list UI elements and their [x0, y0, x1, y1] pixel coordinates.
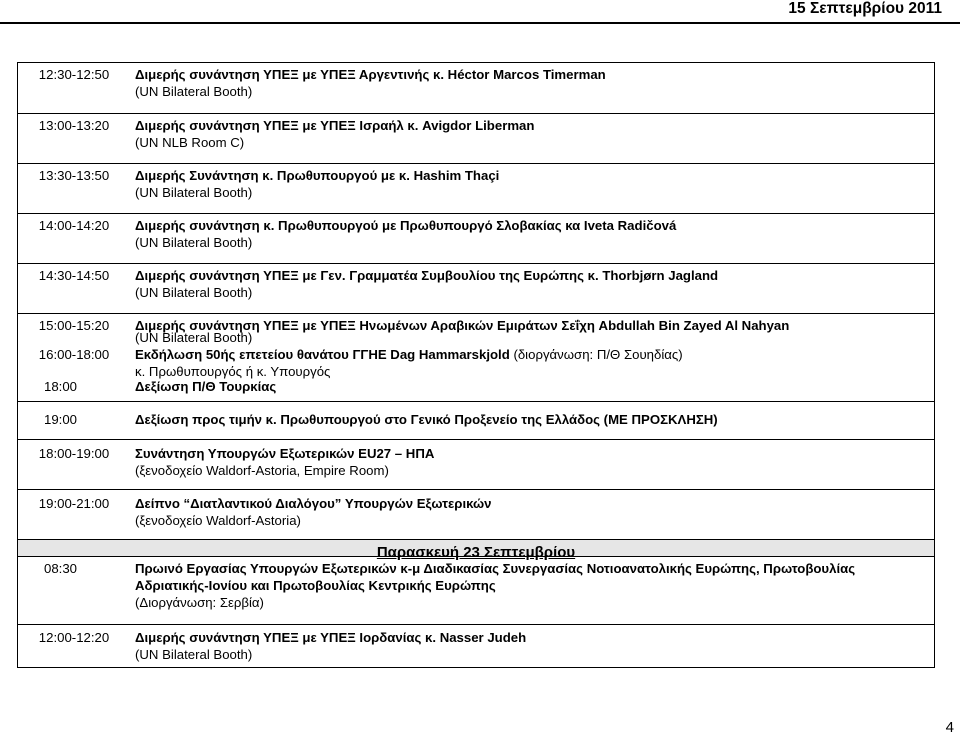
header-rule	[0, 22, 960, 24]
table-row	[18, 439, 934, 490]
row-title: Διμερής Συνάντηση κ. Πρωθυπουργού με κ. Hashim Thaçi	[135, 168, 500, 183]
row-location: (UN Bilateral Booth)	[135, 235, 253, 250]
table-row	[18, 489, 934, 540]
schedule-table	[17, 62, 935, 668]
row-description	[135, 378, 928, 395]
row-title: Διμερής συνάντηση ΥΠΕΞ με ΥΠΕΞ Ηνωμένων Αραβικών Εμιράτων Σεΐχη Abdullah Bin Zayed Al Nahyan	[135, 318, 790, 333]
row-location: (UN Bilateral Booth)	[135, 185, 253, 200]
row-time: 14:30-14:50	[38, 268, 110, 283]
row-time: 08:30	[43, 561, 77, 576]
row-description	[135, 217, 928, 251]
table-row	[18, 213, 934, 264]
row-time: 18:00-19:00	[38, 446, 110, 461]
day-title: Παρασκευή 23 Σεπτεμβρίου	[376, 544, 576, 561]
row-title: Πρωινό Εργασίας Υπουργών Εξωτερικών κ-μ Διαδικασίας Συνεργασίας Νοτιοανατολικής Ευρώπης, Πρωτοβουλίας	[135, 561, 856, 576]
row-location: (UN Bilateral Booth)	[135, 647, 253, 662]
row-time: 19:00	[43, 412, 77, 427]
table-row	[18, 624, 934, 669]
row-location: (ξενοδοχείο Waldorf-Astoria)	[135, 513, 301, 528]
row-location: (UN Bilateral Booth)	[135, 330, 253, 345]
row-location: (UN Bilateral Booth)	[135, 84, 253, 99]
row-location: (ξενοδοχείο Waldorf-Astoria, Empire Room)	[135, 463, 389, 478]
table-row	[18, 343, 934, 379]
row-location: (UN Bilateral Booth)	[135, 285, 253, 300]
table-row	[18, 375, 934, 401]
row-title: Διμερής συνάντηση ΥΠΕΞ με Γεν. Γραμματέα Συμβουλίου της Ευρώπης κ. Thorbjørn Jagland	[135, 268, 719, 283]
row-description	[135, 411, 928, 428]
row-title: Δείπνο “Διατλαντικού Διαλόγου” Υπουργών Εξωτερικών	[135, 496, 492, 511]
row-time: 18:00	[43, 379, 77, 394]
row-title: Διμερής συνάντηση ΥΠΕΞ με ΥΠΕΞ Αργεντινής κ. Héctor Marcos Timerman	[135, 67, 606, 82]
row-time: 15:00-15:20	[38, 318, 110, 333]
row-title: Δεξίωση Π/Θ Τουρκίας	[135, 379, 277, 394]
row-time: 14:00-14:20	[38, 218, 110, 233]
row-time: 19:00-21:00	[38, 496, 110, 511]
row-description	[135, 167, 928, 201]
row-description	[135, 267, 928, 301]
row-description	[135, 560, 928, 611]
table-row	[18, 263, 934, 314]
page-date-header: 15 Σεπτεμβρίου 2011	[788, 0, 942, 17]
row-title: Εκδήλωση 50ής επετείου θανάτου ΓΓΗΕ Dag Hammarskjold	[135, 347, 510, 362]
row-time: 16:00-18:00	[38, 347, 110, 362]
row-description	[135, 629, 928, 663]
row-organizer: (Διοργάνωση: Σερβία)	[135, 595, 264, 610]
table-row	[18, 113, 934, 164]
table-row	[18, 163, 934, 214]
row-title: Δεξίωση προς τιμήν κ. Πρωθυπουργού στο Γενικό Προξενείο της Ελλάδος (ΜΕ ΠΡΟΣΚΛΗΣΗ)	[135, 412, 718, 427]
page-number: 4	[945, 719, 954, 736]
table-row	[18, 559, 934, 623]
row-time: 13:30-13:50	[38, 168, 110, 183]
row-time: 13:00-13:20	[38, 118, 110, 133]
row-description	[135, 495, 928, 529]
row-title: Διμερής συνάντηση ΥΠΕΞ με ΥΠΕΞ Ιορδανίας κ. Nasser Judeh	[135, 630, 527, 645]
row-location: (UN NLB Room C)	[135, 135, 245, 150]
row-organizer: (διοργάνωση: Π/Θ Σουηδίας)	[509, 347, 683, 362]
row-title-continued: Αδριατικής-Ιονίου και Πρωτοβουλίας Κεντρικής Ευρώπης	[135, 578, 496, 593]
row-time: 12:30-12:50	[38, 67, 110, 82]
row-time: 12:00-12:20	[38, 630, 110, 645]
row-description	[135, 445, 928, 479]
row-title: Συνάντηση Υπουργών Εξωτερικών EU27 – ΗΠΑ	[135, 446, 435, 461]
row-description	[135, 66, 928, 100]
row-attendee: κ. Πρωθυπουργός ή κ. Υπουργός	[135, 364, 331, 379]
row-title: Διμερής συνάντηση ΥΠΕΞ με ΥΠΕΞ Ισραήλ κ. Avigdor Liberman	[135, 118, 535, 133]
table-row	[18, 63, 934, 113]
row-title: Διμερής συνάντηση κ. Πρωθυπουργού με Πρωθυπουργό Σλοβακίας κα Iveta Radičová	[135, 218, 677, 233]
table-row	[18, 401, 934, 440]
row-description	[135, 117, 928, 151]
